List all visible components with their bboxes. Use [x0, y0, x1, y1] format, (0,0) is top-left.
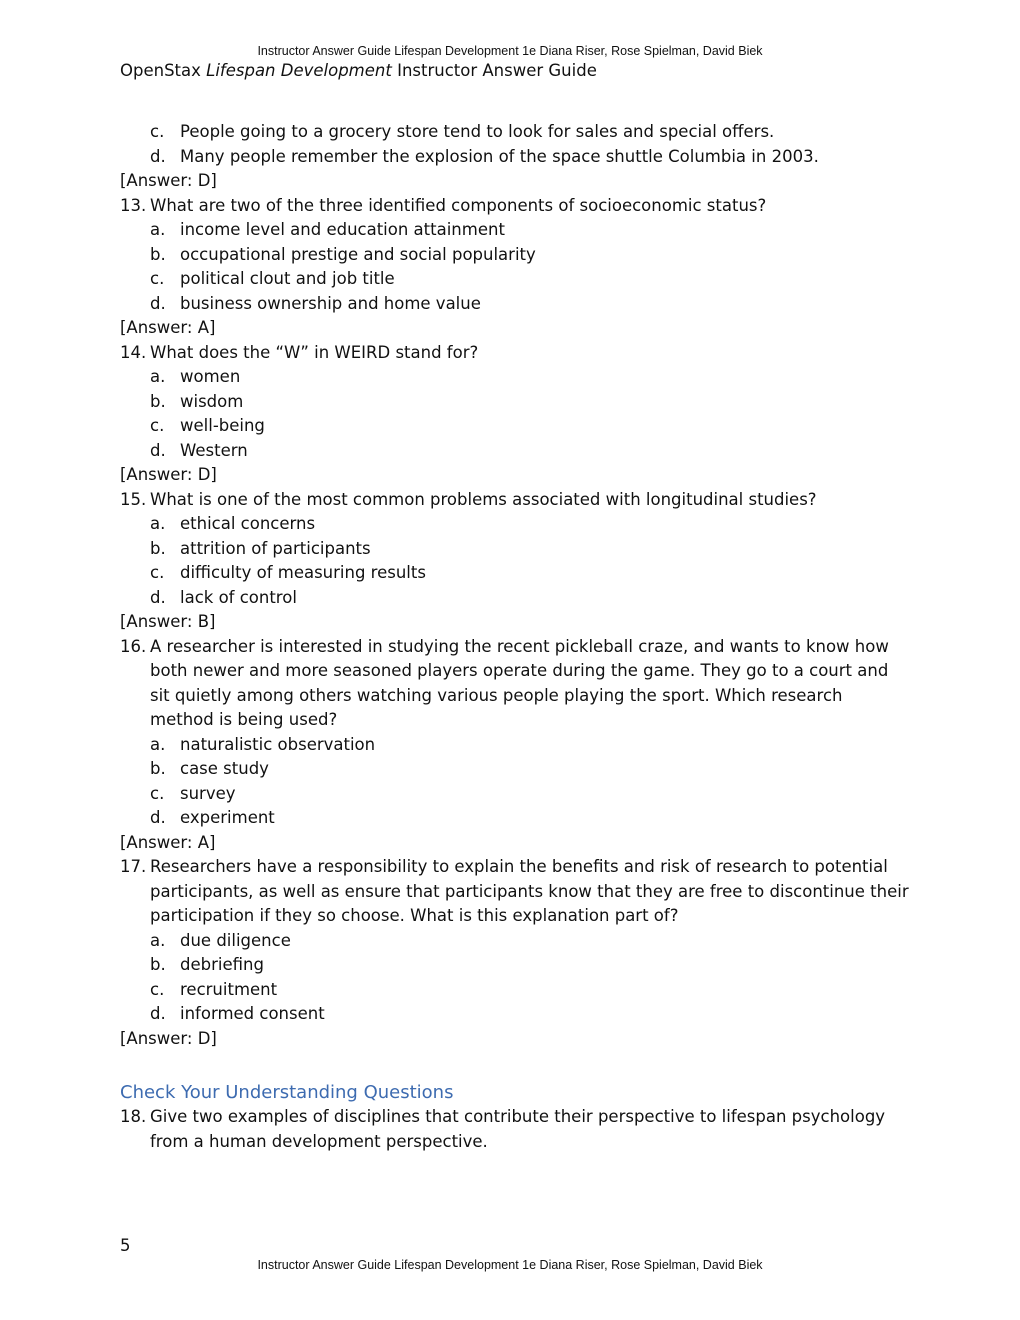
- option-letter: d.: [150, 146, 166, 166]
- answer-option: [120, 733, 910, 758]
- answer-option: [120, 929, 910, 954]
- question-block: [120, 635, 910, 856]
- option-text: debriefing: [180, 955, 264, 974]
- question-stem: [120, 341, 910, 366]
- answer-option: [120, 267, 910, 292]
- answer-key: [Answer: D]: [120, 1028, 217, 1048]
- answer-option: [120, 365, 910, 390]
- option-letter: a.: [150, 734, 166, 754]
- answer-option: [120, 561, 910, 586]
- option-letter: d.: [150, 587, 166, 607]
- running-footer: Instructor Answer Guide Lifespan Development 1e Diana Riser, Rose Spielman, David Biek: [257, 1258, 763, 1272]
- section-question-list: [120, 1105, 910, 1154]
- option-text: recruitment: [180, 979, 278, 999]
- option-letter: c.: [150, 979, 165, 999]
- page-number: 5: [120, 1236, 131, 1255]
- option-letter: b.: [150, 759, 166, 778]
- answer-option: [120, 439, 910, 464]
- option-letter: b.: [150, 391, 166, 411]
- document-title-suffix: Instructor Answer Guide: [391, 61, 597, 80]
- option-text: business ownership and home value: [180, 293, 481, 313]
- question-number: 16.: [120, 636, 147, 656]
- question-text: What does the “W” in WEIRD stand for?: [150, 342, 479, 362]
- question-number: 17.: [120, 857, 147, 876]
- option-letter: b.: [150, 538, 166, 558]
- option-text: naturalistic observation: [180, 734, 376, 754]
- answer-option: [120, 586, 910, 611]
- question-list: [120, 194, 910, 1052]
- option-letter: d.: [150, 440, 166, 460]
- option-text: lack of control: [180, 587, 297, 607]
- answer-key: [Answer: D]: [120, 171, 217, 190]
- question-block: [120, 855, 910, 1051]
- option-text: People going to a grocery store tend to look for sales and special offers.: [180, 122, 775, 141]
- option-text: ethical concerns: [180, 514, 316, 533]
- question-text: Give two examples of disciplines that contribute their perspective to lifespan psychology from a human development perspective.: [150, 1107, 886, 1151]
- question-text: What is one of the most common problems associated with longitudinal studies?: [150, 489, 817, 509]
- answer-option: [120, 390, 910, 415]
- question-block: [120, 488, 910, 635]
- question-text: What are two of the three identified components of socioeconomic status?: [150, 195, 767, 215]
- question-stem: [120, 1105, 910, 1154]
- option-text: Many people remember the explosion of the space shuttle Columbia in 2003.: [180, 146, 819, 166]
- option-letter: a.: [150, 930, 166, 950]
- option-text: political clout and job title: [180, 269, 395, 288]
- question-content: [120, 120, 910, 1154]
- option-text: well-being: [180, 416, 265, 435]
- option-text: case study: [180, 759, 269, 778]
- option-letter: c.: [150, 122, 165, 141]
- answer-key: [Answer: A]: [120, 318, 216, 337]
- question-number: 13.: [120, 195, 147, 215]
- option-letter: c.: [150, 783, 165, 803]
- answer-option: [120, 978, 910, 1003]
- option-letter: b.: [150, 955, 166, 974]
- option-text: difficulty of measuring results: [180, 563, 426, 582]
- option-text: Western: [180, 440, 248, 460]
- option-text: wisdom: [180, 391, 244, 411]
- question-text: A researcher is interested in studying the recent pickleball craze, and wants to know how both newer and more seasoned players operate during the game. They go to a court and sit quietly among others watching various people playing the sport. Which research method is being used?: [150, 636, 889, 729]
- question-stem: [120, 855, 910, 929]
- option-text: due diligence: [180, 930, 291, 950]
- option-text: attrition of participants: [180, 538, 371, 558]
- answer-option: [120, 218, 910, 243]
- answer-option: [120, 806, 910, 831]
- option-letter: d.: [150, 1004, 166, 1023]
- answer-option: [120, 145, 910, 170]
- question-number: 15.: [120, 489, 147, 509]
- answer-option: [120, 292, 910, 317]
- question-number: 14.: [120, 342, 147, 362]
- section-heading: Check Your Understanding Questions: [120, 1082, 454, 1103]
- answer-key: [Answer: D]: [120, 465, 217, 484]
- option-letter: d.: [150, 808, 166, 827]
- answer-option: [120, 512, 910, 537]
- answer-option: [120, 120, 910, 145]
- option-letter: c.: [150, 563, 165, 582]
- question-stem: [120, 194, 910, 219]
- running-header: Instructor Answer Guide Lifespan Development 1e Diana Riser, Rose Spielman, David Biek: [257, 44, 763, 58]
- option-letter: a.: [150, 220, 166, 239]
- option-letter: a.: [150, 514, 166, 533]
- option-letter: a.: [150, 367, 166, 386]
- continued-question: [120, 120, 910, 194]
- option-text: experiment: [180, 808, 275, 827]
- question-block: [120, 341, 910, 488]
- option-letter: d.: [150, 293, 166, 313]
- answer-option: [120, 1002, 910, 1027]
- document-title-prefix: OpenStax: [120, 61, 207, 80]
- question-stem: [120, 635, 910, 733]
- answer-option: [120, 953, 910, 978]
- answer-option: [120, 782, 910, 807]
- answer-option: [120, 537, 910, 562]
- answer-option: [120, 243, 910, 268]
- option-text: occupational prestige and social popularity: [180, 244, 536, 264]
- answer-option: [120, 757, 910, 782]
- option-letter: c.: [150, 269, 165, 288]
- question-number: 18.: [120, 1107, 147, 1126]
- answer-key: [Answer: A]: [120, 832, 216, 852]
- answer-option: [120, 414, 910, 439]
- question-stem: [120, 488, 910, 513]
- document-title: [120, 61, 597, 80]
- option-text: survey: [180, 783, 236, 803]
- option-text: informed consent: [180, 1004, 325, 1023]
- option-letter: b.: [150, 244, 166, 264]
- question-text: Researchers have a responsibility to explain the benefits and risk of research to potential participants, as well as ensure that participants know that they are free to discontinue their participation if they so choose. What is this explanation part of?: [150, 857, 909, 925]
- option-text: women: [180, 367, 241, 386]
- answer-key: [Answer: B]: [120, 612, 216, 631]
- option-text: income level and education attainment: [180, 220, 505, 239]
- document-title-book-name: Lifespan Development: [206, 61, 392, 80]
- option-letter: c.: [150, 416, 165, 435]
- question-block: [120, 194, 910, 341]
